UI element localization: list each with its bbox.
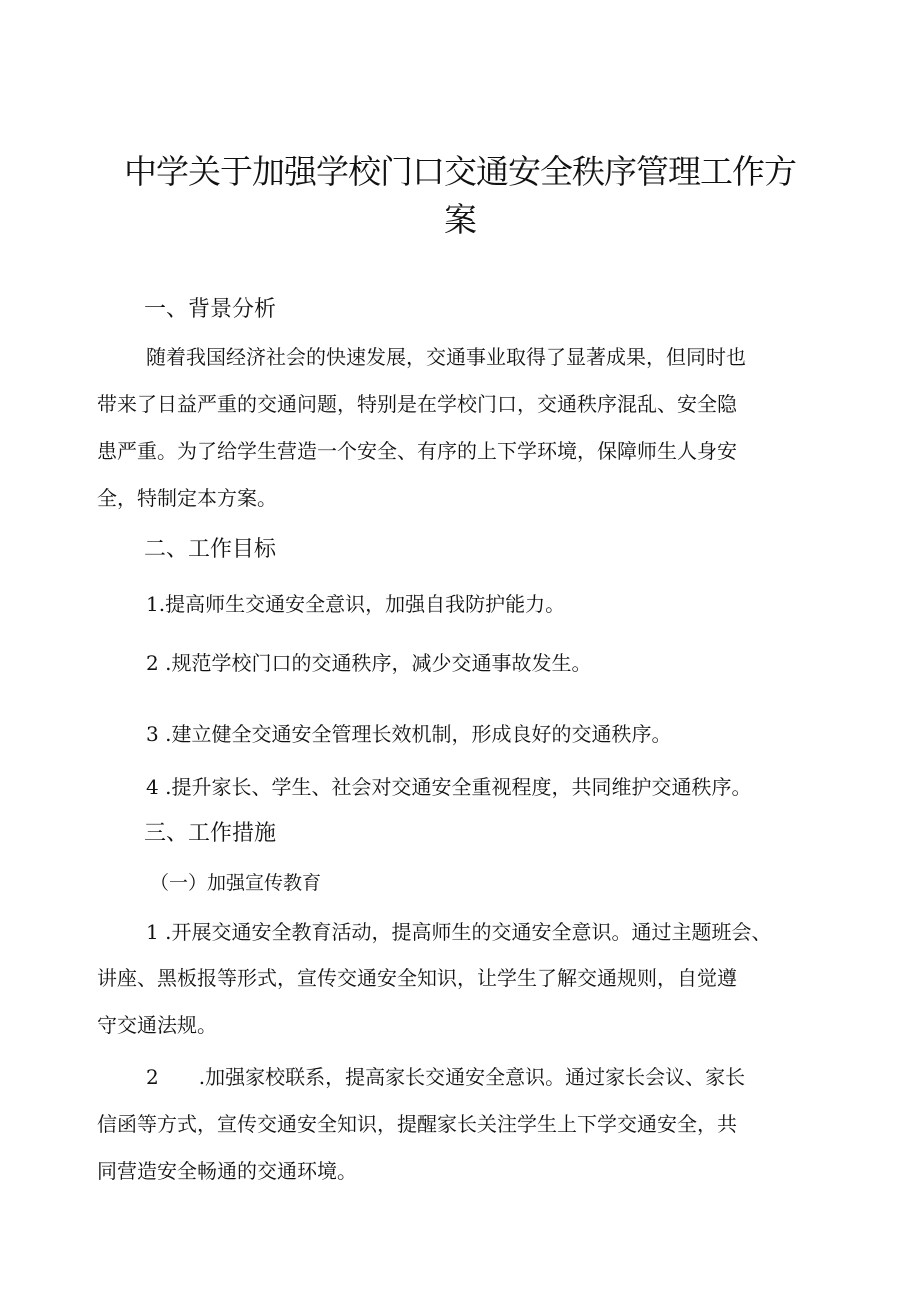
goal-item: 2 .规范学校门口的交通秩序，减少交通事故发生。 xyxy=(146,651,592,675)
section-heading-measures: 三、工作措施 xyxy=(144,821,277,846)
document-title-continued: 案 xyxy=(444,200,476,239)
subsection-heading: （一）加强宣传教育 xyxy=(150,872,322,894)
paragraph-line: 患严重。为了给学生营造一个安全、有序的上下学环境，保障师生人身安 xyxy=(97,439,737,463)
paragraph-line: 全，特制定本方案。 xyxy=(97,486,277,510)
paragraph-line: 随着我国经济社会的快速发展，交通事业取得了显著成果，但同时也 xyxy=(146,345,746,369)
section-heading-goals: 二、工作目标 xyxy=(144,537,277,562)
section-heading-background: 一、背景分析 xyxy=(144,297,277,322)
paragraph-line: 2 .加强家校联系，提高家长交通安全意识。通过家长会议、家长 xyxy=(146,1065,746,1089)
paragraph-line: 同营造安全畅通的交通环境。 xyxy=(97,1159,357,1183)
paragraph-line: 信函等方式，宣传交通安全知识，提醒家长关注学生上下学交通安全，共 xyxy=(97,1112,737,1136)
goal-item: 1.提高师生交通安全意识，加强自我防护能力。 xyxy=(146,592,566,616)
paragraph-line: 讲座、黑板报等形式，宣传交通安全知识，让学生了解交通规则，自觉遵 xyxy=(97,966,737,990)
document-title: 中学关于加强学校门口交通安全秩序管理工作方 xyxy=(124,152,796,191)
goal-item: 3 .建立健全交通安全管理长效机制，形成良好的交通秩序。 xyxy=(146,722,672,746)
paragraph-line: 守交通法规。 xyxy=(97,1013,217,1037)
paragraph-line: 1 .开展交通安全教育活动，提高师生的交通安全意识。通过主题班会、 xyxy=(146,920,772,944)
paragraph-line: 带来了日益严重的交通问题，特别是在学校门口，交通秩序混乱、安全隐 xyxy=(97,392,737,416)
goal-item: 4 .提升家长、学生、社会对交通安全重视程度，共同维护交通秩序。 xyxy=(146,775,752,799)
